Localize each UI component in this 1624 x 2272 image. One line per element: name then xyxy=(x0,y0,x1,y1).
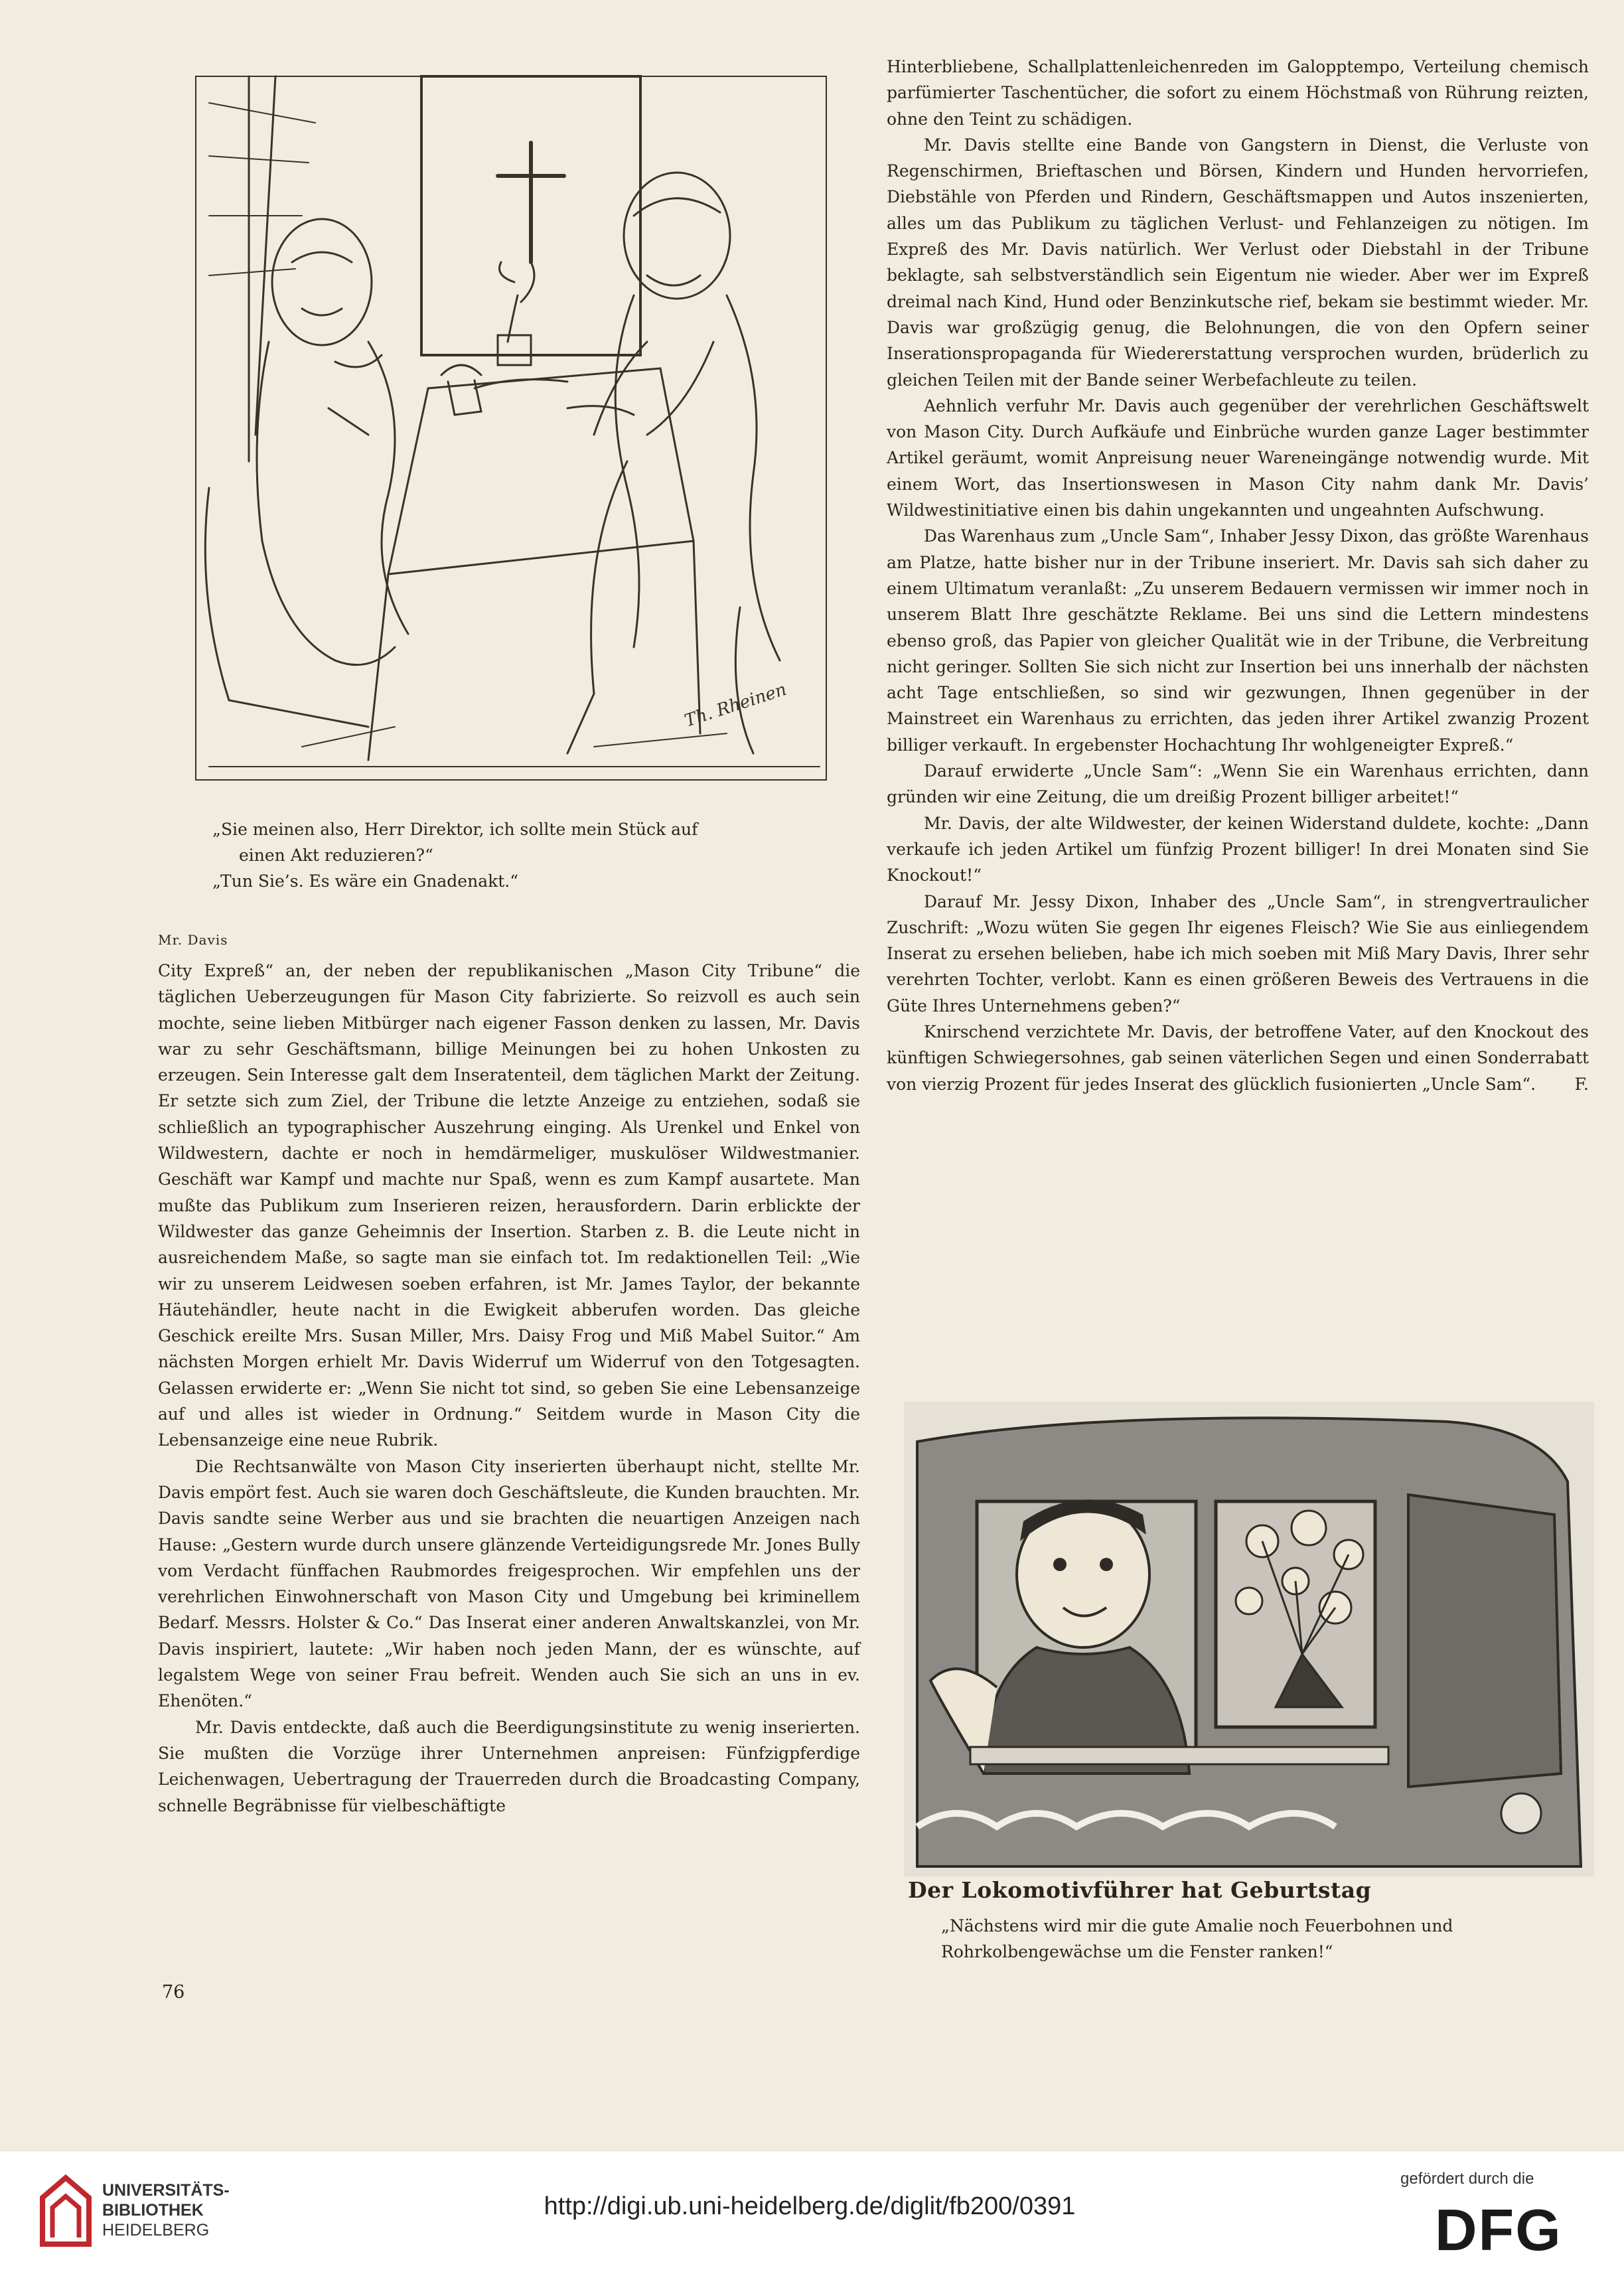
cartoon-locomotive-illustration xyxy=(904,1402,1594,1876)
article-signoff: F. xyxy=(1574,1074,1589,1094)
library-name-line: UNIVERSITÄTS- xyxy=(102,2181,230,2200)
permalink-url[interactable]: http://digi.ub.uni-heidelberg.de/diglit/fb200/0391 xyxy=(544,2192,1076,2220)
cartoonist-signature: Th. Rheinen xyxy=(682,679,789,731)
digitization-footer xyxy=(0,2151,1624,2272)
cartoon-caption xyxy=(212,816,863,894)
caption-line: „Sie meinen also, Herr Direktor, ich sollte mein Stück auf xyxy=(212,820,698,839)
article-paragraph: Aehnlich verfuhr Mr. Davis auch gegenüber der verehrlichen Geschäftswelt von Mason City. Durch Aufkäufe und Einbrüche wurden ganze Lager bestimmter Artikel geräumt, womit Anpreisung neuer Wareneingänge notwendig wurde. Mit einem Wort, das Insertionswesen in Mason City nahm dank Mr. Davis’ Wildwestinitiative einen bis dahin ungekannten und ungeahnten Aufschwung. xyxy=(887,396,1589,520)
page-number: 76 xyxy=(162,1982,185,2003)
funding-label: gefördert durch die xyxy=(1400,2170,1534,2188)
article-paragraph: Darauf erwiderte „Uncle Sam“: „Wenn Sie ein Warenhaus errichten, dann gründen wir eine Zeitung, die um dreißig Prozent billiger arbeitet!“ xyxy=(887,761,1589,807)
library-name xyxy=(102,2180,230,2240)
article-paragraph: Mr. Davis entdeckte, daß auch die Beerdigungsinstitute zu wenig inserierten. Sie mußten die Vorzüge ihrer Unternehmen anpreisen: Fünfzigpferdige Leichenwagen, Uebertragung der Trauerreden durch die Broadcasting Company, schnelle Begräbnisse für vielbeschäftigte xyxy=(158,1717,860,1815)
caption-line: einen Akt reduzieren?“ xyxy=(239,846,433,865)
article-paragraph: Darauf Mr. Jessy Dixon, Inhaber des „Uncle Sam“, in strengvertraulicher Zuschrift: „Wozu wüten Sie gegen Ihr eigenes Fleisch? Wie Sie aus einliegendem Inserat zu ersehen belieben, habe ich mich soeben mit Miß Mary Davis, Ihrer sehr verehrten Tochter, verlobt. Kann es einen größeren Beweis des Vertrauens in die Güte Ihres Unternehmens geben?“ xyxy=(887,891,1589,1016)
article-paragraph: Mr. Davis, der alte Wildwester, der keinen Widerstand duldete, kochte: „Dann verkaufe ich jeden Artikel um fünfzig Prozent billiger! In drei Monaten sind Sie Knockout!“ xyxy=(887,813,1589,885)
cartoon-caption xyxy=(941,1913,1585,1965)
dfg-logo: DFG xyxy=(1435,2197,1562,2263)
caption-line: „Tun Sie’s. Es wäre ein Gnadenakt.“ xyxy=(212,871,519,891)
article-left-column xyxy=(158,958,860,1819)
cartoon-title: Der Lokomotivführer hat Geburtstag xyxy=(908,1877,1372,1903)
caption-line: Rohrkolbengewächse um die Fenster ranken!“ xyxy=(941,1942,1333,1961)
article-paragraph: Hinterbliebene, Schallplattenleichenreden im Galopptempo, Verteilung chemisch parfümierter Taschentücher, die sofort zu einem Höchstmaß von Rührung reizten, ohne den Teint zu schädigen. xyxy=(887,57,1589,129)
article-paragraph: Die Rechtsanwälte von Mason City inserierten überhaupt nicht, stellte Mr. Davis empört fest. Auch sie waren doch Geschäftsleute, die Kunden brauchten. Mr. Davis sandte seine Werber aus und sie brachten die neuartigen Anzeigen nach Hause: „Gestern wurde durch unsere glänzende Verteidigungsrede Mr. Jones Bully vom Verdacht fünffachen Raubmordes freigesprochen. Wir empfehlen uns der verehrlichen Einwohnerschaft von Mason City und Umgebung bei kriminellem Bedarf. Messrs. Holster & Co.“ Das Inserat einer anderen Anwaltskanzlei, von Mr. Davis inspiriert, lautete: „Wir haben noch jeden Mann, der es wünschte, auf legalstem Wege von seiner Frau befreit. Wenden auch Sie sich an uns in ev. Ehenöten.“ xyxy=(158,1456,860,1711)
library-name-line: BIBLIOTHEK xyxy=(102,2201,204,2220)
article-right-column xyxy=(887,54,1589,1097)
article-paragraph: Das Warenhaus zum „Uncle Sam“, Inhaber Jessy Dixon, das größte Warenhaus am Platze, hatte bisher nur in der Tribune inseriert. Mr. Davis sah sich daher zu einem Ultimatum veranlaßt: „Zu unserem Bedauern vermissen wir immer noch in unserem Blatt Ihre geschätzte Reklame. Bei uns sind die Lettern mindestens ebenso groß, das Papier von gleicher Qualität wie in der Tribune, die Verbreitung nicht geringer. Sollten Sie sich nicht zur Insertion bei uns innerhalb der nächsten acht Tage entschließen, so sind wir gezwungen, Ihnen gegenüber in der Mainstreet ein Warenhaus zu errichten, das jeden ihrer Artikel zwanzig Prozent billiger verkauft. In ergebenster Hochachtung Ihr wohlgeneigter Expreß.“ xyxy=(887,526,1589,755)
university-library-logo-icon xyxy=(36,2171,96,2251)
article-paragraph: Mr. Davis stellte eine Bande von Gangstern in Dienst, die Verluste von Regenschirmen, Brieftaschen und Börsen, Kindern und Hunden hervorriefen, Diebstähle von Pferden und Rindern, Geschäftsmappen und Autos inszenierten, alles um das Publikum zu täglichen Verlust- und Fehlanzeigen zu nötigen. Im Expreß des Mr. Davis natürlich. Wer Verlust oder Diebstahl in der Tribune beklagte, sah selbstverständlich sein Eigentum nie wieder. Aber wer im Expreß dreimal nach Kind, Hund oder Benzinkutsche rief, bekam sie bestimmt wieder. Mr. Davis war großzügig genug, die Belohnungen, die von den Opfern seiner Inserationspropaganda für Wiedererstattung versprochen wurden, brüderlich zu gleichen Teilen mit der Bande seiner Werbefachleute zu teilen. xyxy=(887,135,1589,390)
caption-line: „Nächstens wird mir die gute Amalie noch Feuerbohnen und xyxy=(941,1916,1453,1935)
cartoon-director-illustration xyxy=(169,63,849,806)
article-paragraph-text: Knirschend verzichtete Mr. Davis, der betroffene Vater, auf den Knockout des künftigen Schwiegersohnes, gab seinen väterlichen Segen und einen Sonderrabatt von vierzig Prozent für jedes Inserat des glücklich fusionierten „Uncle Sam“. xyxy=(887,1022,1589,1094)
article-paragraph xyxy=(887,1019,1589,1097)
article-paragraph: City Expreß“ an, der neben der republikanischen „Mason City Tribune“ die täglichen Ueberzeugungen für Mason City fabrizierte. So reizvoll es auch sein mochte, seine lieben Mitbürger nach eigener Fasson denken zu lassen, Mr. Davis war zu sehr Geschäftsmann, billige Meinungen bei zu hohen Unkosten zu erzeugen. Sein Interesse galt dem Inseratenteil, dem täglichen Markt der Zeitung. Er setzte sich zum Ziel, der Tribune die letzte Anzeige zu entziehen, sodaß sie schließlich an typographischer Auszehrung einging. Als Urenkel und Enkel von Wildwestern, dachte er noch in hemdärmeliger, muskulöser Wildwestmanier. Geschäft war Kampf und machte nur Spaß, wenn es zum Kampf ausartete. Man mußte das Publikum zum Inserieren reizen, herausfordern. Darin erblickte der Wildwester das ganze Geheimnis der Insertion. Starben z. B. die Leute nicht in ausreichendem Maße, so sagte man sie einfach tot. Im redaktionellen Teil: „Wie wir zu unserem Leidwesen soeben erfahren, ist Mr. James Taylor, der bekannte Häutehändler, heute nacht in die Ewigkeit abberufen worden. Das gleiche Geschick ereilte Mrs. Susan Miller, Mrs. Daisy Frog und Miß Mabel Suitor.“ Am nächsten Morgen erhielt Mr. Davis Widerruf um Widerruf von den Totgesagten. Gelassen erwiderte er: „Wenn Sie nicht tot sind, so geben Sie eine Lebensanzeige auf und alles ist wieder in Ordnung.“ Seitdem wurde in Mason City die Lebensanzeige eine neue Rubrik. xyxy=(158,961,860,1450)
library-name-line: HEIDELBERG xyxy=(102,2221,210,2239)
article-author-label: Mr. Davis xyxy=(158,932,228,948)
